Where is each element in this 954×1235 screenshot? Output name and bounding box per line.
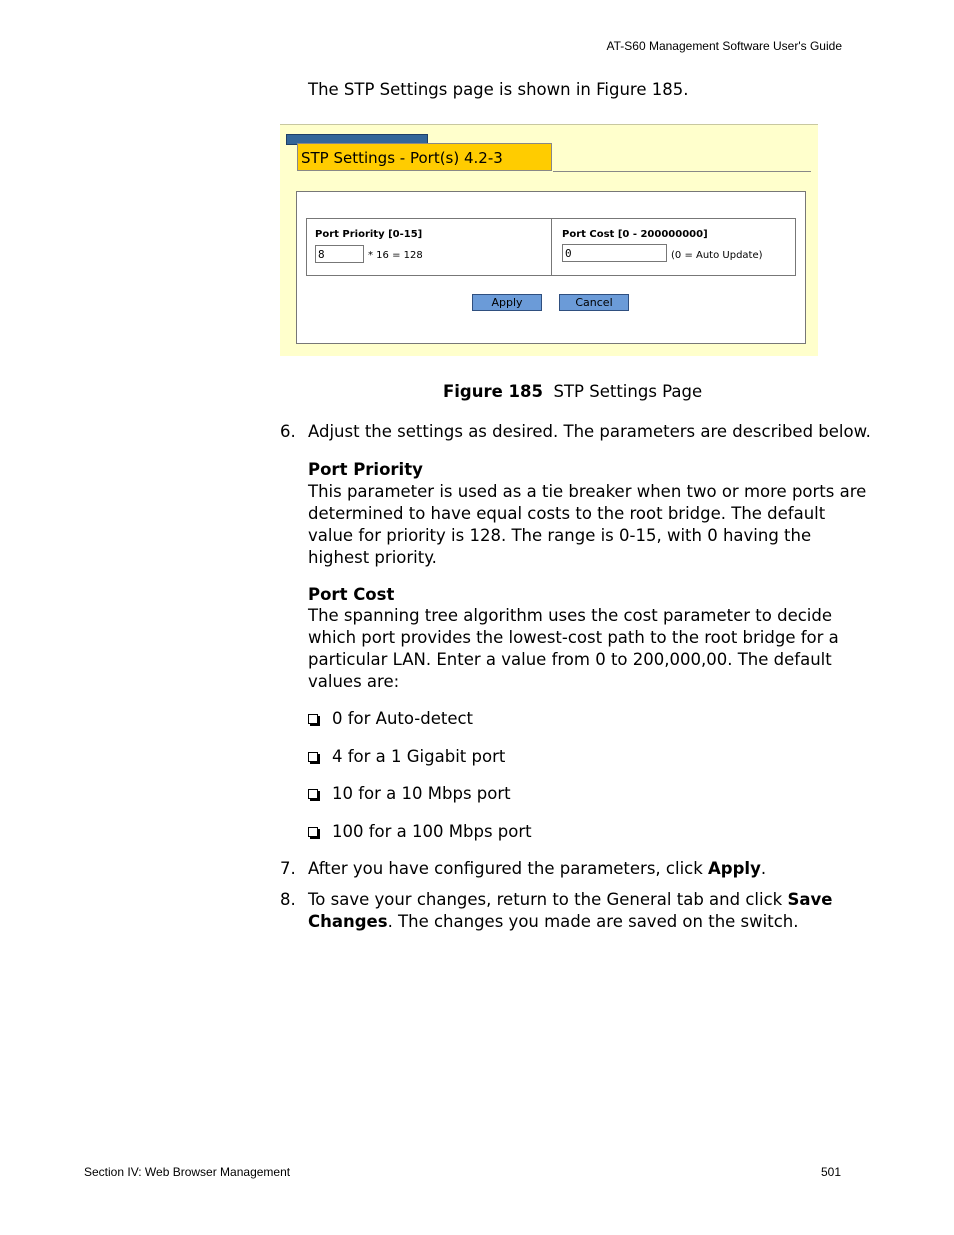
figure-settings-panel [296,191,806,344]
checkbox-bullet-icon [308,789,318,799]
step-6-number: 6. [280,422,296,441]
list-item-text: 0 for Auto-detect [332,709,474,728]
apply-button[interactable]: Apply [472,294,542,311]
port-priority-input[interactable]: 8 [315,245,364,263]
step-7-text [308,858,766,880]
step-8-text [308,889,832,933]
running-header: AT-S60 Management Software User's Guide [606,39,842,53]
port-priority-line: This parameter is used as a tie breaker when two or more ports are [308,482,867,501]
port-priority-line: determined to have equal costs to the root bridge. The default [308,504,826,523]
port-cost-line: which port provides the lowest-cost path to the root bridge for a [308,628,839,647]
figure-page-title: STP Settings - Port(s) 4.2-3 [297,143,552,171]
figure-caption [443,381,702,403]
port-priority-line: highest priority. [308,548,437,567]
port-priority-heading [308,459,423,481]
checkbox-bullet-icon [308,752,318,762]
step-6-text: Adjust the settings as desired. The parameters are described below. [308,422,871,441]
checkbox-bullet-icon [308,714,318,724]
footer-page-number: 501 [820,1165,841,1179]
checkbox-bullet-icon [308,827,318,837]
figure-title-divider [553,171,811,172]
list-item [308,783,511,805]
step-8-line2-bold: Changes [308,912,388,931]
port-priority-label: Port Priority [0-15] [315,229,423,240]
port-priority-line: value for priority is 128. The range is 0-15, with 0 having the [308,526,812,545]
port-priority-description [308,481,866,569]
step-8-number: 8. [280,890,296,909]
step-8-line2-suffix: . The changes you made are saved on the switch. [387,912,799,931]
port-cost-input[interactable]: 0 [562,244,667,262]
footer-section: Section IV: Web Browser Management [84,1165,291,1179]
figure-stp-settings [280,124,818,356]
step-7-suffix: . [760,859,767,878]
port-cost-cell [552,219,795,275]
list-item-text: 4 for a 1 Gigabit port [332,747,506,766]
list-item [308,821,532,843]
port-priority-cell [307,219,552,275]
list-item-text: 10 for a 10 Mbps port [332,784,511,803]
figure-settings-grid [306,218,796,276]
step-7-bold: Apply [708,859,761,878]
figure-caption-text: STP Settings Page [553,382,703,401]
port-priority-heading-text: Port Priority [308,460,423,479]
list-item [308,746,505,768]
figure-caption-label: Figure 185 [443,382,543,401]
port-cost-line: values are: [308,672,400,691]
step-7-number: 7. [280,859,296,878]
port-cost-heading [308,584,394,606]
list-item [308,708,473,730]
port-cost-description [308,605,839,693]
list-item-text: 100 for a 100 Mbps port [332,822,532,841]
port-cost-heading-text: Port Cost [308,585,395,604]
port-priority-note: * 16 = 128 [368,250,423,261]
port-cost-note: (0 = Auto Update) [671,250,763,261]
cancel-button[interactable]: Cancel [559,294,629,311]
step-8-line1-bold: Save [787,890,833,909]
port-cost-line: The spanning tree algorithm uses the cost parameter to decide [308,606,833,625]
intro-paragraph: The STP Settings page is shown in Figure 185. [308,80,689,99]
step-8-line1-prefix: To save your changes, return to the General tab and click [308,890,788,909]
port-cost-label: Port Cost [0 - 200000000] [562,229,708,240]
step-7-prefix: After you have configured the parameters, click [308,859,709,878]
port-cost-line: particular LAN. Enter a value from 0 to 200,000,00. The default [308,650,832,669]
